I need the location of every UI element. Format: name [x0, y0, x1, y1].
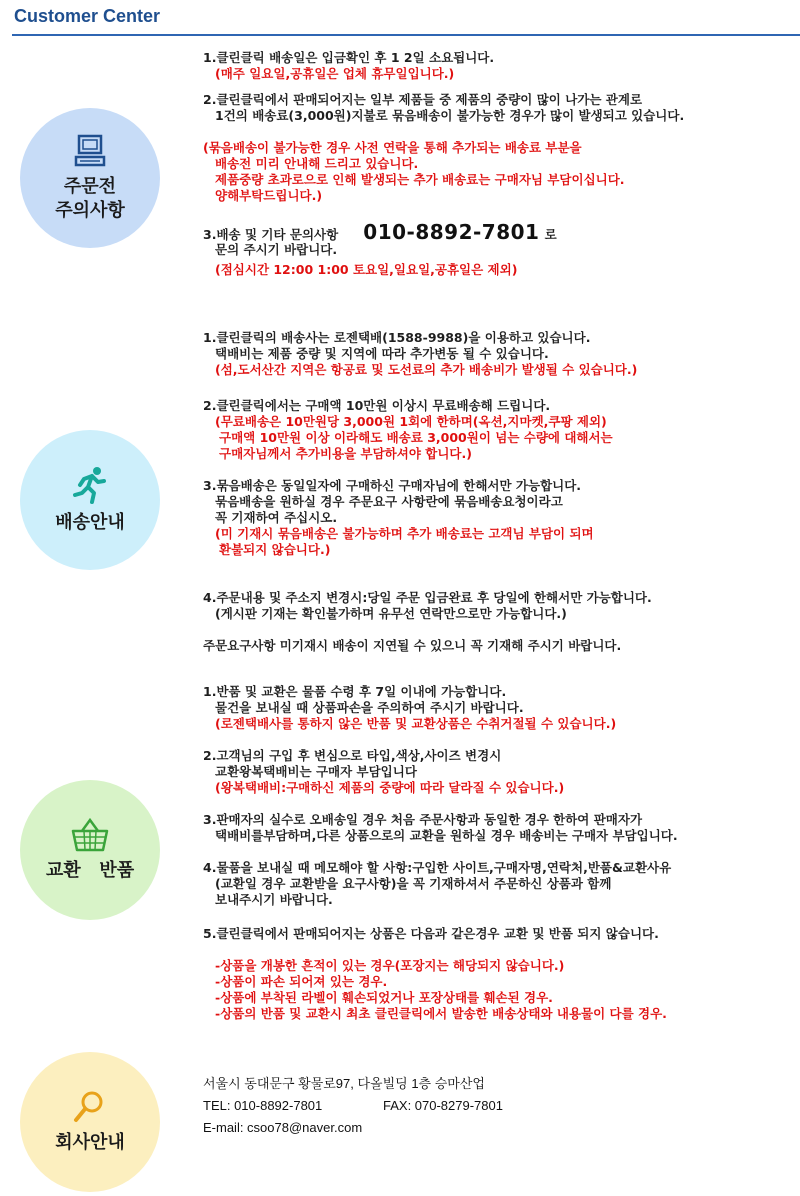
- notice-line: 4.주문내용 및 주소지 변경시:당일 주문 입금완료 후 당일에 한해서만 가능합니다.: [203, 590, 652, 605]
- notice-line: (묶음배송이 불가능한 경우 사전 연락을 통해 추가되는 배송료 부분을: [203, 140, 582, 155]
- section-label: 배송안내: [55, 512, 125, 533]
- notice-line: 구매액 10만원 이상 이라해도 배송료 3,000원이 넘는 수량에 대해서는: [219, 430, 613, 445]
- notice-line: 3.판매자의 실수로 오배송일 경우 처음 주문사항과 동일한 경우 한하여 판매자가: [203, 812, 643, 827]
- company-fax: FAX: 070-8279-7801: [383, 1098, 503, 1113]
- notice-line: 1.클린클릭의 배송사는 로젠택배(1588-9988)을 이용하고 있습니다.: [203, 330, 591, 345]
- notice-line: 환불되지 않습니다.): [219, 542, 331, 557]
- notice-line: 4.물품을 보내실 때 메모해야 할 사항:구입한 사이트,구매자명,연락처,반품&교환사유: [203, 860, 672, 875]
- notice-line: (왕복택배비:구매하신 제품의 중량에 따라 달라질 수 있습니다.): [215, 780, 565, 795]
- notice-line: (게시판 기재는 확인불가하며 유무선 연락만으로만 가능합니다.): [215, 606, 567, 621]
- notice-line: 제품중량 초과로으로 인해 발생되는 추가 배송료는 구매자님 부담이십니다.: [215, 172, 625, 187]
- notice-line: 교환왕복택배비는 구매자 부담입니다: [215, 764, 417, 779]
- section-label: 주문전: [63, 176, 117, 197]
- section-label: 주의사항: [55, 200, 125, 221]
- company-tel: TEL: 010-8892-7801: [203, 1098, 323, 1113]
- notice-line: 보내주시기 바랍니다.: [215, 892, 333, 907]
- magnifier-icon: [72, 1089, 108, 1125]
- notice-line: (섬,도서산간 지역은 항공료 및 도선료의 추가 배송비가 발생될 수 있습니다.): [215, 362, 638, 377]
- running-person-icon: [70, 465, 110, 505]
- header-divider: [12, 34, 800, 36]
- company-address: 서울시 동대문구 황물로97, 다올빌딩 1층 승마산업: [203, 1076, 485, 1091]
- notice-line: (점심시간 12:00 1:00 토요일,일요일,공휴일은 제외): [215, 262, 518, 277]
- notice-line: -상품이 파손 되어져 있는 경우.: [215, 974, 388, 989]
- contact-phone: 010-8892-7801: [363, 220, 540, 244]
- contact-line: [203, 220, 793, 244]
- notice-line: 5.클린클릭에서 판매되어지는 상품은 다음과 같은경우 교환 및 반품 되지 않습니다.: [203, 926, 659, 941]
- page-title: Customer Center: [14, 6, 161, 26]
- notice-line: 구매자님께서 추가비용을 부담하셔야 합니다.): [219, 446, 472, 461]
- header: [0, 0, 800, 38]
- notice-line: 2.고객님의 구입 후 변심으로 타입,색상,사이즈 변경시: [203, 748, 502, 763]
- notice-line: (로젠택배사를 통하지 않은 반품 및 교환상품은 수취거절될 수 있습니다.): [215, 716, 617, 731]
- notice-line: (매주 일요일,공휴일은 업체 휴무일입니다.): [215, 66, 455, 81]
- company-email: E-mail: csoo78@naver.com: [203, 1120, 363, 1135]
- notice-line: 묶음배송을 원하실 경우 주문요구 사항란에 묶음배송요청이라고: [215, 494, 563, 509]
- notice-line: 꼭 기재하여 주십시오.: [215, 510, 338, 525]
- notice-line: -상품의 반품 및 교환시 최초 클린클릭에서 발송한 배송상태와 내용물이 다를 경우.: [215, 1006, 667, 1021]
- section-pre-order-badge: [20, 108, 160, 248]
- notice-line: 물건을 보내실 때 상품파손을 주의하여 주시기 바랍니다.: [215, 700, 524, 715]
- notice-line: 2.클린클릭에서 판매되어지는 일부 제품들 중 제품의 중량이 많이 나가는 관계로: [203, 92, 643, 107]
- section-company-badge: [20, 1052, 160, 1192]
- notice-line: 택배비를부담하며,다른 상품으로의 교환을 원하실 경우 배송비는 구매자 부담입니다.: [215, 828, 678, 843]
- notice-line: (미 기재시 묶음배송은 불가능하며 추가 배송료는 고객님 부담이 되며: [215, 526, 594, 541]
- contact-suffix: 로: [544, 227, 557, 242]
- section-label: 교환 반품: [45, 860, 135, 881]
- notice-line: -상품에 부착된 라벨이 훼손되었거나 포장상태를 훼손된 경우.: [215, 990, 553, 1005]
- notice-line: 문의 주시기 바랍니다.: [215, 242, 338, 257]
- section-delivery-badge: [20, 430, 160, 570]
- basket-icon: [70, 817, 110, 853]
- notice-line: 1.클린클릭 배송일은 입금확인 후 1 2일 소요됩니다.: [203, 50, 495, 65]
- notice-line: 배송전 미리 안내해 드리고 있습니다.: [215, 156, 419, 171]
- notice-line: 1.반품 및 교환은 물품 수령 후 7일 이내에 가능합니다.: [203, 684, 507, 699]
- notice-line: 2.클린클릭에서는 구매액 10만원 이상시 무료배송해 드립니다.: [203, 398, 551, 413]
- notice-line: 주문요구사항 미기재시 배송이 지연될 수 있으니 꼭 기재해 주시기 바랍니다.: [203, 638, 622, 653]
- notice-line: (무료배송은 10만원당 3,000원 1회에 한하며(옥션,지마켓,쿠팡 제외): [215, 414, 607, 429]
- notice-line: 택배비는 제품 중량 및 지역에 따라 추가변동 될 수 있습니다.: [215, 346, 549, 361]
- contact-prefix: 3.배송 및 기타 문의사항: [203, 227, 339, 242]
- notice-line: -상품을 개봉한 흔적이 있는 경우(포장지는 해당되지 않습니다.): [215, 958, 565, 973]
- section-label: 회사안내: [55, 1132, 125, 1153]
- notice-line: 1건의 배송료(3,000원)지불로 묶음배송이 불가능한 경우가 많이 발생되고 있습니다.: [215, 108, 685, 123]
- computer-icon: [72, 133, 108, 169]
- section-exchange-return-badge: [20, 780, 160, 920]
- company-info: [203, 1073, 503, 1139]
- notice-line: (교환일 경우 교환받을 요구사항)을 꼭 기재하셔서 주문하신 상품과 함께: [215, 876, 612, 891]
- notice-line: 3.묶음배송은 동일일자에 구매하신 구매자님에 한해서만 가능합니다.: [203, 478, 582, 493]
- notice-line: 양해부탁드립니다.): [215, 188, 323, 203]
